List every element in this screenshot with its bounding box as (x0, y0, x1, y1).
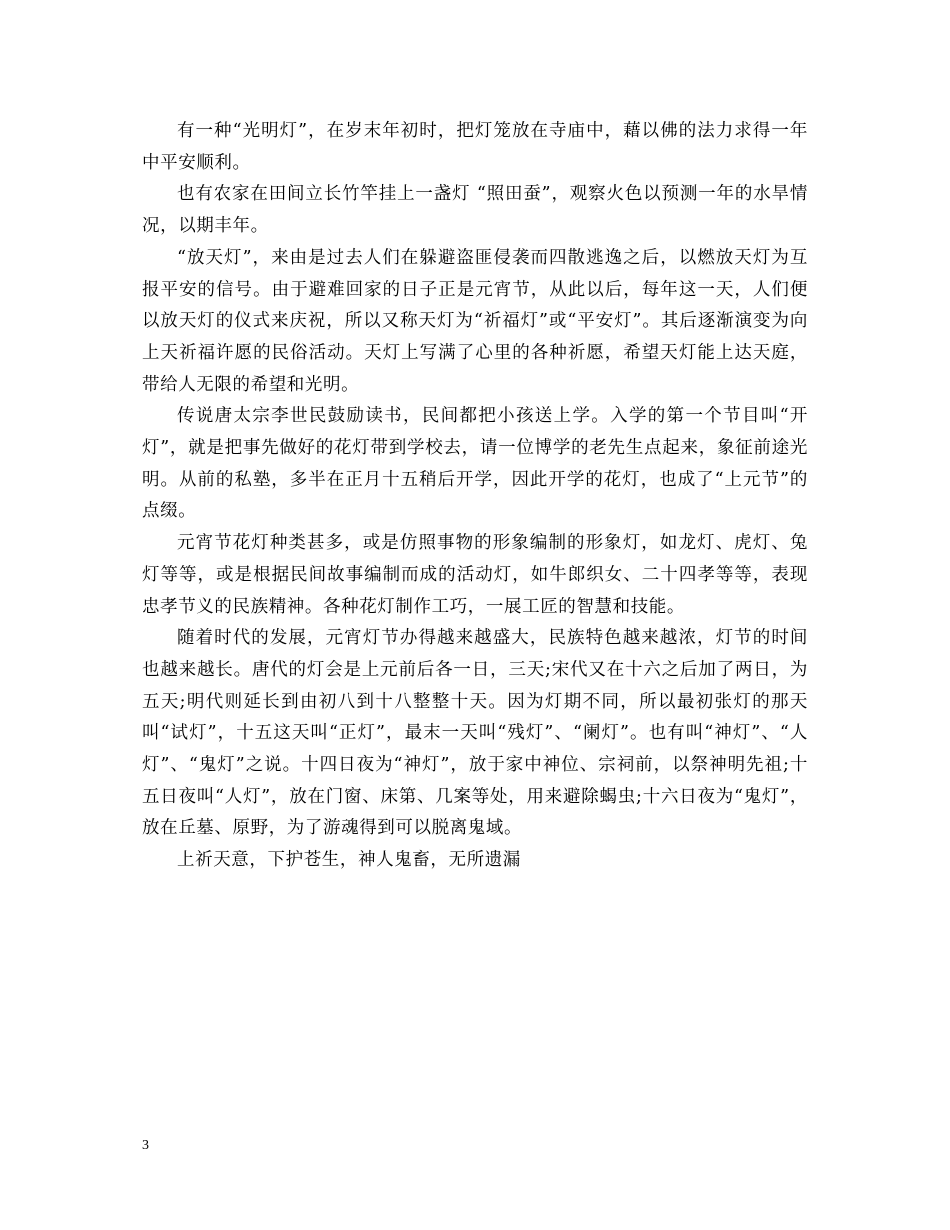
document-body (142, 116, 808, 877)
paragraph-kaideng: 传说唐太宗李世民鼓励读书，民间都把小孩送上学。入学的第一个节目叫“开灯”，就是把事先做好的花灯带到学校去，请一位博学的老先生点起来，象征前途光明。从前的私塾，多半在正月十五稍后开学，因此开学的花灯，也成了“上元节”的点缀。 (142, 406, 808, 522)
paragraph-sky-lantern: “放天灯”，来由是过去人们在躲避盗匪侵袭而四散逃逸之后，以燃放天灯为互报平安的信号。由于避难回家的日子正是元宵节，从此以后，每年这一天，人们便以放天灯的仪式来庆祝，所以又称天灯为“祈福灯”或“平安灯”。其后逐渐演变为向上天祈福许愿的民俗活动。天灯上写满了心里的各种祈愿，希望天灯能上达天庭，带给人无限的希望和光明。 (142, 247, 808, 395)
paragraph-guangming-lamp: 有一种“光明灯”，在岁末年初时，把灯笼放在寺庙中，藉以佛的法力求得一年中平安顺利。 (142, 121, 808, 173)
paragraph-lantern-festival-history: 随着时代的发展，元宵灯节办得越来越盛大，民族特色越来越浓，灯节的时间也越来越长。唐代的灯会是上元前后各一日，三天;宋代又在十六之后加了两日，为五天;明代则延长到由初八到十八整整十天。因为灯期不同，所以最初张灯的那天叫“试灯”，十五这天叫“正灯”，最末一天叫“残灯”、“阑灯”。也有叫“神灯”、“人灯”、“鬼灯”之说。十四日夜为“神灯”，放于家中神位、宗祠前，以祭神明先祖;十五日夜叫“人灯”，放在门窗、床第、几案等处，用来避除蝎虫;十六日夜为“鬼灯”，放在丘墓、原野，为了游魂得到可以脱离鬼域。 (142, 628, 808, 839)
paragraph-closing: 上祈天意，下护苍生，神人鬼畜，无所遗漏 (177, 850, 521, 871)
paragraph-lantern-types: 元宵节花灯种类甚多，或是仿照事物的形象编制的形象灯，如龙灯、虎灯、兔灯等等，或是根据民间故事编制而成的活动灯，如牛郎织女、二十四孝等等，表现忠孝节义的民族精神。各种花灯制作工巧，一展工匠的智慧和技能。 (142, 533, 808, 617)
page-number: 3 (142, 1138, 149, 1153)
paragraph-zhaotiancan: 也有农家在田间立长竹竿挂上一盏灯 “照田蚕”，观察火色以预测一年的水旱情况，以期丰年。 (142, 184, 808, 237)
